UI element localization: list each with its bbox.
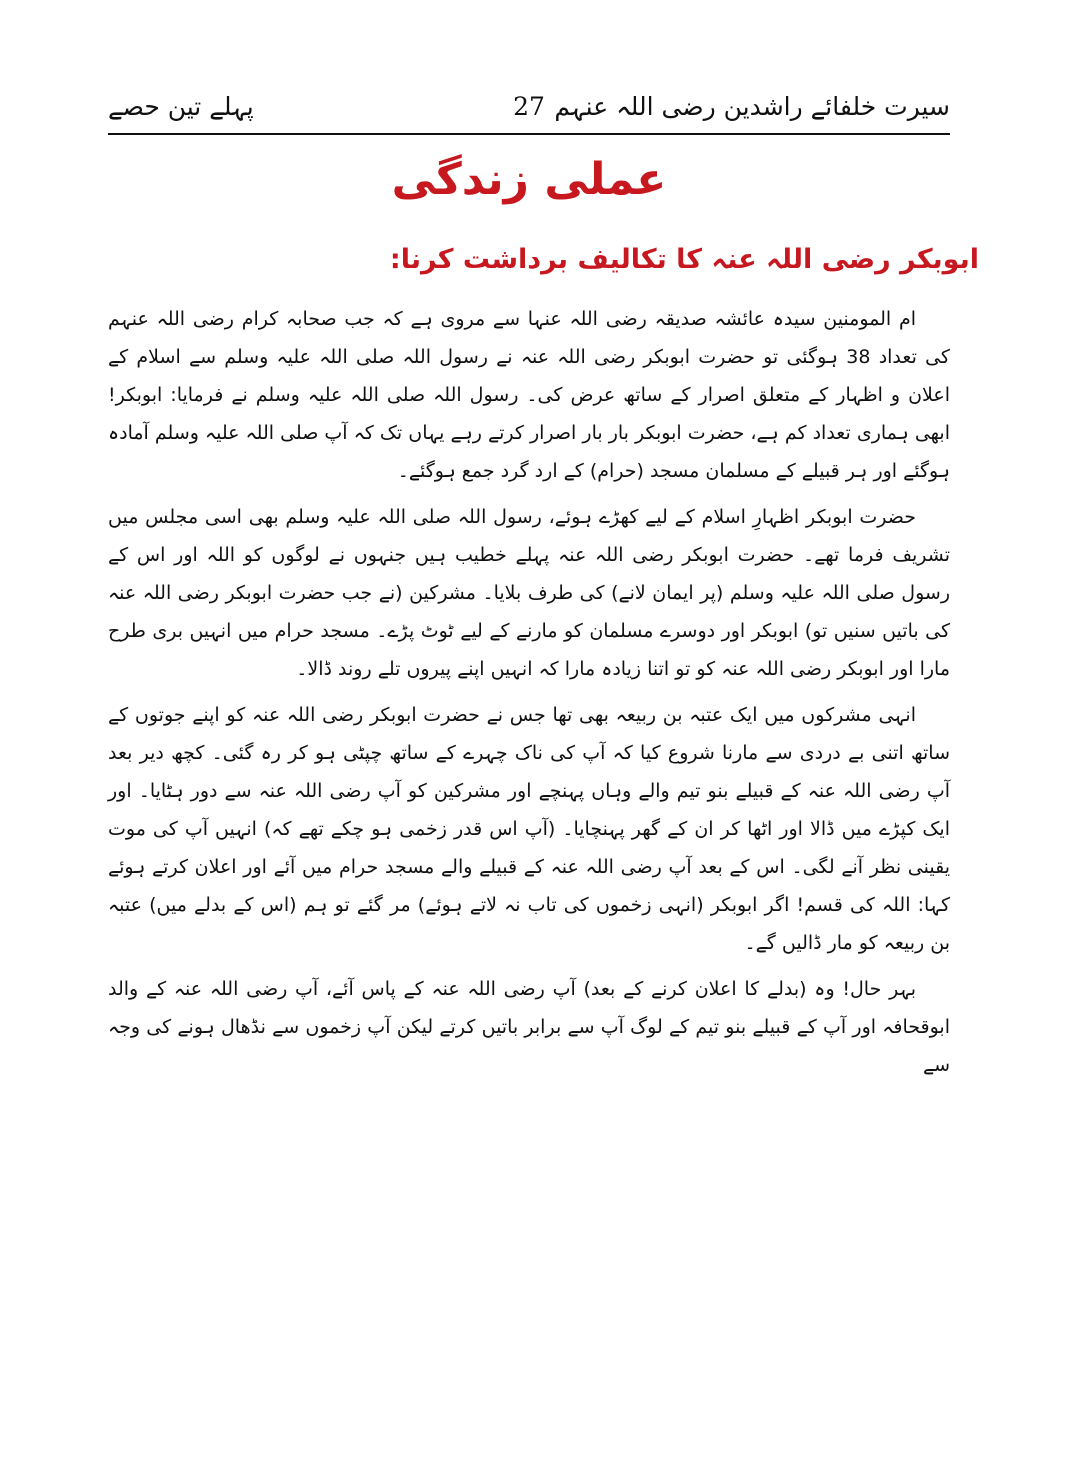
header-divider [108,133,950,135]
paragraph: ام المومنین سیدہ عائشہ صدیقہ رضی اللہ عنہا سے مروی ہے کہ جب صحابہ کرام رضی اللہ عنہم کی تعداد 38 ہوگئی تو حضرت ابوبکر رضی اللہ عنہ نے رسول اللہ صلی اللہ علیہ وسلم سے اسلام کے اعلان و اظہار کے متعلق اصرار کے ساتھ عرض کی۔ رسول اللہ صلی اللہ علیہ وسلم نے فرمایا: ابوبکر! ابھی ہماری تعداد کم ہے، حضرت ابوبکر بار بار اصرار کرتے رہے یہاں تک کہ آپ صلی اللہ علیہ وسلم آمادہ ہوگئے اور ہر قبیلے کے مسلمان مسجد (حرام) کے ارد گرد جمع ہوگئے۔ [108,308,950,482]
page-number: 27 [513,92,545,121]
paragraph: انہی مشرکوں میں ایک عتبہ بن ربیعہ بھی تھا جس نے حضرت ابوبکر رضی اللہ عنہ کو اپنے جوتوں کے ساتھ اتنی بے دردی سے مارنا شروع کیا کہ آپ کی ناک چہرے کے ساتھ چپٹی ہو کر رہ گئی۔ کچھ دیر بعد آپ رضی اللہ عنہ کے قبیلے بنو تیم والے وہاں پہنچے اور مشرکین کو آپ رضی اللہ عنہ سے دور ہٹایا۔ اور ایک کپڑے میں ڈالا اور اٹھا کر ان کے گھر پہنچایا۔ (آپ اس قدر زخمی ہو چکے تھے کہ) انہیں آپ کی موت یقینی نظر آنے لگی۔ اس کے بعد آپ رضی اللہ عنہ کے قبیلے والے مسجد حرام میں آئے اور اعلان کرتے ہوئے کہا: اللہ کی قسم! اگر ابوبکر (انہی زخموں کی تاب نہ لاتے ہوئے) مر گئے تو ہم (اس کے بدلے میں) عتبہ بن ربیعہ کو مار ڈالیں گے۔ [108,704,950,954]
volume-parts-label: پہلے تین حصے [108,92,254,121]
book-title: سیرت خلفائے راشدین رضی اللہ عنہم [554,92,950,121]
body-text [108,300,950,1092]
chapter-title: عملی زندگی [391,154,667,205]
running-header [108,84,950,132]
paragraph: بہر حال! وہ (بدلے کا اعلان کرنے کے بعد) آپ رضی اللہ عنہ کے پاس آئے، آپ رضی اللہ عنہ کے والد ابوقحافہ اور آپ کے قبیلے بنو تیم کے لوگ آپ سے برابر باتیں کرتے لیکن آپ زخموں سے نڈھال ہونے کی وجہ سے [108,978,950,1076]
paragraph: حضرت ابوبکر اظہارِ اسلام کے لیے کھڑے ہوئے، رسول اللہ صلی اللہ علیہ وسلم بھی اسی مجلس میں تشریف فرما تھے۔ حضرت ابوبکر رضی اللہ عنہ پہلے خطیب ہیں جنہوں نے لوگوں کو اللہ اور اس کے رسول صلی اللہ علیہ وسلم (پر ایمان لانے) کی طرف بلایا۔ مشرکین (نے جب حضرت ابوبکر رضی اللہ عنہ کی باتیں سنیں تو) ابوبکر اور دوسرے مسلمان کو مارنے کے لیے ٹوٹ پڑے۔ مسجد حرام میں انہیں بری طرح مارا اور ابوبکر رضی اللہ عنہ کو تو اتنا زیادہ مارا کہ انہیں اپنے پیروں تلے روند ڈالا۔ [108,506,950,680]
section-heading: ابوبکر رضی اللہ عنہ کا تکالیف برداشت کرنا: [389,244,979,275]
